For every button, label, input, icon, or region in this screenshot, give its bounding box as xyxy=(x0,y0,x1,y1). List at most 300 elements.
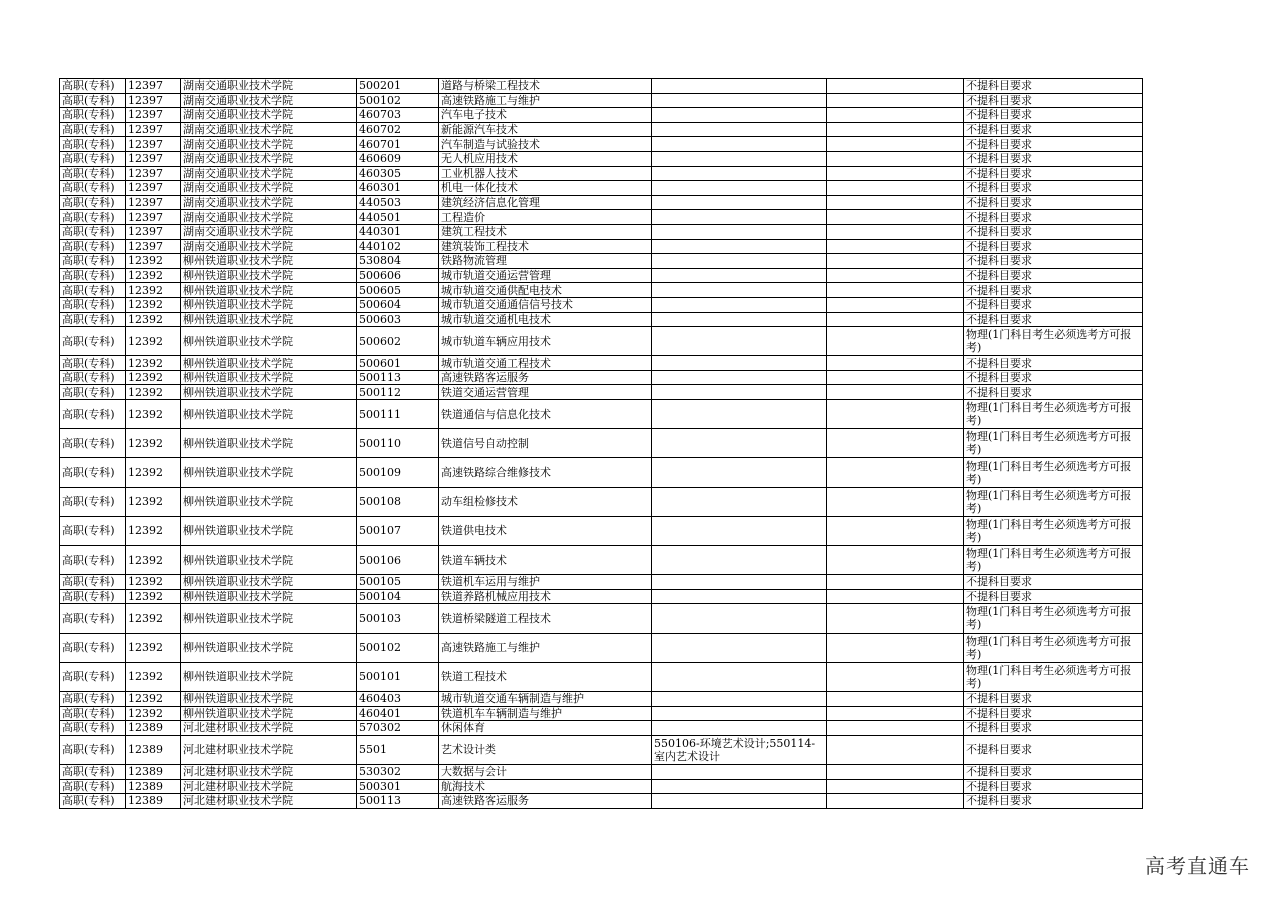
note-cell xyxy=(827,385,964,400)
note-cell xyxy=(827,151,964,166)
major-code-cell: 440102 xyxy=(357,239,439,254)
includes-cell xyxy=(652,166,827,181)
major-name-cell: 建筑工程技术 xyxy=(439,224,652,239)
major-code-cell: 530804 xyxy=(357,254,439,269)
note-cell xyxy=(827,764,964,779)
school-code-cell: 12392 xyxy=(126,604,181,633)
note-cell xyxy=(827,327,964,356)
requirement-cell: 物理(1门科目考生必须选考方可报考) xyxy=(964,487,1143,516)
major-code-cell: 460403 xyxy=(357,691,439,706)
table-row xyxy=(60,385,1143,400)
major-code-cell: 460703 xyxy=(357,108,439,123)
major-code-cell: 460701 xyxy=(357,137,439,152)
school-name-cell: 湖南交通职业技术学院 xyxy=(181,166,357,181)
level-cell: 高职(专科) xyxy=(60,546,126,575)
includes-cell xyxy=(652,691,827,706)
includes-cell xyxy=(652,633,827,662)
note-cell xyxy=(827,166,964,181)
school-name-cell: 湖南交通职业技术学院 xyxy=(181,151,357,166)
school-name-cell: 柳州铁道职业技术学院 xyxy=(181,429,357,458)
school-code-cell: 12397 xyxy=(126,79,181,94)
requirement-cell: 不提科目要求 xyxy=(964,210,1143,225)
school-name-cell: 柳州铁道职业技术学院 xyxy=(181,458,357,487)
school-code-cell: 12392 xyxy=(126,327,181,356)
note-cell xyxy=(827,283,964,298)
table-row xyxy=(60,312,1143,327)
note-cell xyxy=(827,93,964,108)
requirement-cell: 不提科目要求 xyxy=(964,93,1143,108)
includes-cell xyxy=(652,79,827,94)
major-name-cell: 铁道桥梁隧道工程技术 xyxy=(439,604,652,633)
major-code-cell: 5501 xyxy=(357,735,439,764)
note-cell xyxy=(827,779,964,794)
requirement-cell: 不提科目要求 xyxy=(964,691,1143,706)
includes-cell xyxy=(652,327,827,356)
school-code-cell: 12392 xyxy=(126,662,181,691)
level-cell: 高职(专科) xyxy=(60,137,126,152)
major-code-cell: 500113 xyxy=(357,370,439,385)
note-cell xyxy=(827,662,964,691)
requirement-cell: 不提科目要求 xyxy=(964,239,1143,254)
major-name-cell: 艺术设计类 xyxy=(439,735,652,764)
includes-cell xyxy=(652,151,827,166)
includes-cell xyxy=(652,458,827,487)
note-cell xyxy=(827,268,964,283)
requirement-cell: 不提科目要求 xyxy=(964,268,1143,283)
requirement-cell: 不提科目要求 xyxy=(964,370,1143,385)
major-code-cell: 500110 xyxy=(357,429,439,458)
level-cell: 高职(专科) xyxy=(60,691,126,706)
school-name-cell: 柳州铁道职业技术学院 xyxy=(181,312,357,327)
includes-cell xyxy=(652,370,827,385)
major-code-cell: 570302 xyxy=(357,721,439,736)
school-code-cell: 12392 xyxy=(126,283,181,298)
school-code-cell: 12392 xyxy=(126,385,181,400)
table-row xyxy=(60,254,1143,269)
requirement-cell: 物理(1门科目考生必须选考方可报考) xyxy=(964,633,1143,662)
table-row xyxy=(60,721,1143,736)
includes-cell xyxy=(652,604,827,633)
table-row xyxy=(60,706,1143,721)
school-code-cell: 12397 xyxy=(126,166,181,181)
note-cell xyxy=(827,79,964,94)
major-name-cell: 铁道机车车辆制造与维护 xyxy=(439,706,652,721)
major-name-cell: 城市轨道交通机电技术 xyxy=(439,312,652,327)
major-name-cell: 高速铁路综合维修技术 xyxy=(439,458,652,487)
note-cell xyxy=(827,181,964,196)
note-cell xyxy=(827,312,964,327)
school-code-cell: 12392 xyxy=(126,429,181,458)
major-code-cell: 440501 xyxy=(357,210,439,225)
major-name-cell: 大数据与会计 xyxy=(439,764,652,779)
includes-cell xyxy=(652,487,827,516)
school-code-cell: 12389 xyxy=(126,721,181,736)
includes-cell xyxy=(652,254,827,269)
includes-cell xyxy=(652,268,827,283)
note-cell xyxy=(827,356,964,371)
note-cell xyxy=(827,794,964,809)
school-name-cell: 柳州铁道职业技术学院 xyxy=(181,400,357,429)
includes-cell xyxy=(652,137,827,152)
level-cell: 高职(专科) xyxy=(60,721,126,736)
major-code-cell: 500603 xyxy=(357,312,439,327)
major-name-cell: 汽车电子技术 xyxy=(439,108,652,123)
includes-cell xyxy=(652,122,827,137)
school-name-cell: 湖南交通职业技术学院 xyxy=(181,239,357,254)
major-code-cell: 440301 xyxy=(357,224,439,239)
note-cell xyxy=(827,297,964,312)
school-name-cell: 柳州铁道职业技术学院 xyxy=(181,487,357,516)
level-cell: 高职(专科) xyxy=(60,370,126,385)
requirement-cell: 不提科目要求 xyxy=(964,779,1143,794)
major-code-cell: 460401 xyxy=(357,706,439,721)
school-code-cell: 12392 xyxy=(126,487,181,516)
table-row xyxy=(60,239,1143,254)
includes-cell xyxy=(652,400,827,429)
table-row xyxy=(60,764,1143,779)
level-cell: 高职(专科) xyxy=(60,195,126,210)
table-row xyxy=(60,633,1143,662)
table-row xyxy=(60,400,1143,429)
table-row xyxy=(60,794,1143,809)
major-code-cell: 500111 xyxy=(357,400,439,429)
requirement-cell: 不提科目要求 xyxy=(964,575,1143,590)
school-name-cell: 湖南交通职业技术学院 xyxy=(181,79,357,94)
level-cell: 高职(专科) xyxy=(60,604,126,633)
major-code-cell: 500604 xyxy=(357,297,439,312)
major-name-cell: 城市轨道车辆应用技术 xyxy=(439,327,652,356)
requirement-cell: 不提科目要求 xyxy=(964,195,1143,210)
major-name-cell: 新能源汽车技术 xyxy=(439,122,652,137)
school-name-cell: 河北建材职业技术学院 xyxy=(181,794,357,809)
includes-cell xyxy=(652,181,827,196)
level-cell: 高职(专科) xyxy=(60,327,126,356)
includes-cell xyxy=(652,721,827,736)
note-cell xyxy=(827,735,964,764)
school-name-cell: 湖南交通职业技术学院 xyxy=(181,224,357,239)
school-name-cell: 湖南交通职业技术学院 xyxy=(181,137,357,152)
includes-cell: 550106-环境艺术设计;550114-室内艺术设计 xyxy=(652,735,827,764)
requirement-cell: 不提科目要求 xyxy=(964,108,1143,123)
school-name-cell: 柳州铁道职业技术学院 xyxy=(181,297,357,312)
major-code-cell: 500104 xyxy=(357,589,439,604)
major-code-cell: 500109 xyxy=(357,458,439,487)
requirement-cell: 物理(1门科目考生必须选考方可报考) xyxy=(964,516,1143,545)
major-code-cell: 500108 xyxy=(357,487,439,516)
level-cell: 高职(专科) xyxy=(60,224,126,239)
level-cell: 高职(专科) xyxy=(60,662,126,691)
school-name-cell: 柳州铁道职业技术学院 xyxy=(181,604,357,633)
requirement-cell: 不提科目要求 xyxy=(964,385,1143,400)
school-code-cell: 12392 xyxy=(126,297,181,312)
table-row xyxy=(60,575,1143,590)
major-name-cell: 建筑装饰工程技术 xyxy=(439,239,652,254)
major-name-cell: 航海技术 xyxy=(439,779,652,794)
note-cell xyxy=(827,516,964,545)
table-row xyxy=(60,268,1143,283)
school-name-cell: 柳州铁道职业技术学院 xyxy=(181,516,357,545)
requirement-cell: 不提科目要求 xyxy=(964,79,1143,94)
requirement-cell: 不提科目要求 xyxy=(964,137,1143,152)
school-code-cell: 12389 xyxy=(126,794,181,809)
school-code-cell: 12392 xyxy=(126,546,181,575)
school-code-cell: 12397 xyxy=(126,108,181,123)
school-name-cell: 柳州铁道职业技术学院 xyxy=(181,706,357,721)
requirement-cell: 不提科目要求 xyxy=(964,794,1143,809)
watermark-text: 高考直通车 xyxy=(1145,854,1250,878)
major-code-cell: 500201 xyxy=(357,79,439,94)
major-name-cell: 铁道信号自动控制 xyxy=(439,429,652,458)
note-cell xyxy=(827,721,964,736)
school-code-cell: 12392 xyxy=(126,356,181,371)
school-name-cell: 柳州铁道职业技术学院 xyxy=(181,385,357,400)
school-name-cell: 湖南交通职业技术学院 xyxy=(181,181,357,196)
major-name-cell: 铁道养路机械应用技术 xyxy=(439,589,652,604)
table-row xyxy=(60,735,1143,764)
table-row xyxy=(60,589,1143,604)
includes-cell xyxy=(652,312,827,327)
requirement-cell: 不提科目要求 xyxy=(964,356,1143,371)
level-cell: 高职(专科) xyxy=(60,181,126,196)
table-row xyxy=(60,283,1143,298)
school-name-cell: 湖南交通职业技术学院 xyxy=(181,93,357,108)
major-code-cell: 500301 xyxy=(357,779,439,794)
major-name-cell: 城市轨道交通供配电技术 xyxy=(439,283,652,298)
includes-cell xyxy=(652,546,827,575)
major-name-cell: 高速铁路客运服务 xyxy=(439,370,652,385)
major-name-cell: 铁道供电技术 xyxy=(439,516,652,545)
level-cell: 高职(专科) xyxy=(60,79,126,94)
school-name-cell: 柳州铁道职业技术学院 xyxy=(181,327,357,356)
table-row xyxy=(60,297,1143,312)
major-name-cell: 道路与桥梁工程技术 xyxy=(439,79,652,94)
school-code-cell: 12397 xyxy=(126,239,181,254)
includes-cell xyxy=(652,224,827,239)
level-cell: 高职(专科) xyxy=(60,385,126,400)
table-row xyxy=(60,516,1143,545)
major-code-cell: 500112 xyxy=(357,385,439,400)
table-row xyxy=(60,370,1143,385)
school-code-cell: 12392 xyxy=(126,633,181,662)
major-code-cell: 460702 xyxy=(357,122,439,137)
level-cell: 高职(专科) xyxy=(60,151,126,166)
major-code-cell: 500601 xyxy=(357,356,439,371)
table-row xyxy=(60,327,1143,356)
table-row xyxy=(60,662,1143,691)
level-cell: 高职(专科) xyxy=(60,794,126,809)
requirement-cell: 不提科目要求 xyxy=(964,166,1143,181)
school-name-cell: 河北建材职业技术学院 xyxy=(181,735,357,764)
level-cell: 高职(专科) xyxy=(60,429,126,458)
level-cell: 高职(专科) xyxy=(60,108,126,123)
note-cell xyxy=(827,691,964,706)
major-name-cell: 城市轨道交通工程技术 xyxy=(439,356,652,371)
school-code-cell: 12392 xyxy=(126,691,181,706)
includes-cell xyxy=(652,210,827,225)
requirement-cell: 不提科目要求 xyxy=(964,297,1143,312)
school-name-cell: 柳州铁道职业技术学院 xyxy=(181,589,357,604)
requirement-cell: 物理(1门科目考生必须选考方可报考) xyxy=(964,458,1143,487)
school-code-cell: 12392 xyxy=(126,400,181,429)
table-row xyxy=(60,195,1143,210)
note-cell xyxy=(827,239,964,254)
table-row xyxy=(60,122,1143,137)
major-name-cell: 城市轨道交通通信信号技术 xyxy=(439,297,652,312)
school-name-cell: 柳州铁道职业技术学院 xyxy=(181,633,357,662)
major-name-cell: 铁道交通运营管理 xyxy=(439,385,652,400)
includes-cell xyxy=(652,779,827,794)
note-cell xyxy=(827,195,964,210)
requirement-cell: 不提科目要求 xyxy=(964,181,1143,196)
includes-cell xyxy=(652,516,827,545)
major-code-cell: 500102 xyxy=(357,93,439,108)
table-row xyxy=(60,779,1143,794)
level-cell: 高职(专科) xyxy=(60,487,126,516)
major-code-cell: 500102 xyxy=(357,633,439,662)
school-code-cell: 12397 xyxy=(126,137,181,152)
major-code-cell: 460301 xyxy=(357,181,439,196)
major-name-cell: 城市轨道交通运营管理 xyxy=(439,268,652,283)
table-row xyxy=(60,79,1143,94)
table-row xyxy=(60,429,1143,458)
level-cell: 高职(专科) xyxy=(60,458,126,487)
includes-cell xyxy=(652,93,827,108)
requirement-cell: 不提科目要求 xyxy=(964,151,1143,166)
level-cell: 高职(专科) xyxy=(60,764,126,779)
school-name-cell: 柳州铁道职业技术学院 xyxy=(181,691,357,706)
table-row xyxy=(60,137,1143,152)
major-name-cell: 城市轨道交通车辆制造与维护 xyxy=(439,691,652,706)
includes-cell xyxy=(652,385,827,400)
school-code-cell: 12392 xyxy=(126,458,181,487)
note-cell xyxy=(827,400,964,429)
note-cell xyxy=(827,575,964,590)
table-body xyxy=(60,79,1143,809)
school-name-cell: 湖南交通职业技术学院 xyxy=(181,122,357,137)
school-code-cell: 12389 xyxy=(126,735,181,764)
major-name-cell: 休闲体育 xyxy=(439,721,652,736)
requirement-cell: 物理(1门科目考生必须选考方可报考) xyxy=(964,327,1143,356)
note-cell xyxy=(827,137,964,152)
school-code-cell: 12397 xyxy=(126,224,181,239)
level-cell: 高职(专科) xyxy=(60,268,126,283)
school-name-cell: 柳州铁道职业技术学院 xyxy=(181,268,357,283)
school-name-cell: 柳州铁道职业技术学院 xyxy=(181,546,357,575)
major-code-cell: 500606 xyxy=(357,268,439,283)
level-cell: 高职(专科) xyxy=(60,356,126,371)
school-code-cell: 12392 xyxy=(126,516,181,545)
requirement-cell: 不提科目要求 xyxy=(964,706,1143,721)
major-code-cell: 500106 xyxy=(357,546,439,575)
school-name-cell: 河北建材职业技术学院 xyxy=(181,764,357,779)
level-cell: 高职(专科) xyxy=(60,735,126,764)
major-code-cell: 500107 xyxy=(357,516,439,545)
school-code-cell: 12392 xyxy=(126,706,181,721)
requirement-cell: 不提科目要求 xyxy=(964,312,1143,327)
school-name-cell: 河北建材职业技术学院 xyxy=(181,779,357,794)
major-code-cell: 500103 xyxy=(357,604,439,633)
table-row xyxy=(60,356,1143,371)
admission-table xyxy=(59,78,1143,809)
school-code-cell: 12397 xyxy=(126,93,181,108)
major-code-cell: 500113 xyxy=(357,794,439,809)
note-cell xyxy=(827,224,964,239)
school-name-cell: 柳州铁道职业技术学院 xyxy=(181,575,357,590)
school-code-cell: 12392 xyxy=(126,254,181,269)
major-name-cell: 铁道通信与信息化技术 xyxy=(439,400,652,429)
requirement-cell: 不提科目要求 xyxy=(964,283,1143,298)
note-cell xyxy=(827,108,964,123)
requirement-cell: 不提科目要求 xyxy=(964,735,1143,764)
level-cell: 高职(专科) xyxy=(60,166,126,181)
school-code-cell: 12397 xyxy=(126,195,181,210)
includes-cell xyxy=(652,108,827,123)
school-code-cell: 12392 xyxy=(126,312,181,327)
table-row xyxy=(60,151,1143,166)
note-cell xyxy=(827,604,964,633)
note-cell xyxy=(827,210,964,225)
requirement-cell: 物理(1门科目考生必须选考方可报考) xyxy=(964,429,1143,458)
level-cell: 高职(专科) xyxy=(60,706,126,721)
note-cell xyxy=(827,122,964,137)
level-cell: 高职(专科) xyxy=(60,516,126,545)
note-cell xyxy=(827,546,964,575)
requirement-cell: 物理(1门科目考生必须选考方可报考) xyxy=(964,662,1143,691)
includes-cell xyxy=(652,589,827,604)
major-name-cell: 高速铁路施工与维护 xyxy=(439,93,652,108)
includes-cell xyxy=(652,429,827,458)
note-cell xyxy=(827,458,964,487)
includes-cell xyxy=(652,195,827,210)
school-name-cell: 湖南交通职业技术学院 xyxy=(181,210,357,225)
requirement-cell: 不提科目要求 xyxy=(964,589,1143,604)
major-code-cell: 500605 xyxy=(357,283,439,298)
level-cell: 高职(专科) xyxy=(60,779,126,794)
school-name-cell: 柳州铁道职业技术学院 xyxy=(181,356,357,371)
note-cell xyxy=(827,254,964,269)
school-code-cell: 12392 xyxy=(126,589,181,604)
table-row xyxy=(60,93,1143,108)
school-code-cell: 12392 xyxy=(126,575,181,590)
includes-cell xyxy=(652,283,827,298)
includes-cell xyxy=(652,239,827,254)
school-name-cell: 柳州铁道职业技术学院 xyxy=(181,283,357,298)
note-cell xyxy=(827,429,964,458)
includes-cell xyxy=(652,356,827,371)
major-code-cell: 440503 xyxy=(357,195,439,210)
school-name-cell: 柳州铁道职业技术学院 xyxy=(181,662,357,691)
table-row xyxy=(60,181,1143,196)
major-name-cell: 动车组检修技术 xyxy=(439,487,652,516)
major-code-cell: 500602 xyxy=(357,327,439,356)
requirement-cell: 不提科目要求 xyxy=(964,254,1143,269)
major-name-cell: 工程造价 xyxy=(439,210,652,225)
major-name-cell: 汽车制造与试验技术 xyxy=(439,137,652,152)
includes-cell xyxy=(652,297,827,312)
school-code-cell: 12389 xyxy=(126,779,181,794)
level-cell: 高职(专科) xyxy=(60,400,126,429)
major-name-cell: 铁道工程技术 xyxy=(439,662,652,691)
level-cell: 高职(专科) xyxy=(60,122,126,137)
note-cell xyxy=(827,633,964,662)
level-cell: 高职(专科) xyxy=(60,210,126,225)
table-row xyxy=(60,108,1143,123)
major-name-cell: 铁道机车运用与维护 xyxy=(439,575,652,590)
table-row xyxy=(60,210,1143,225)
note-cell xyxy=(827,589,964,604)
table-row xyxy=(60,604,1143,633)
school-name-cell: 柳州铁道职业技术学院 xyxy=(181,370,357,385)
